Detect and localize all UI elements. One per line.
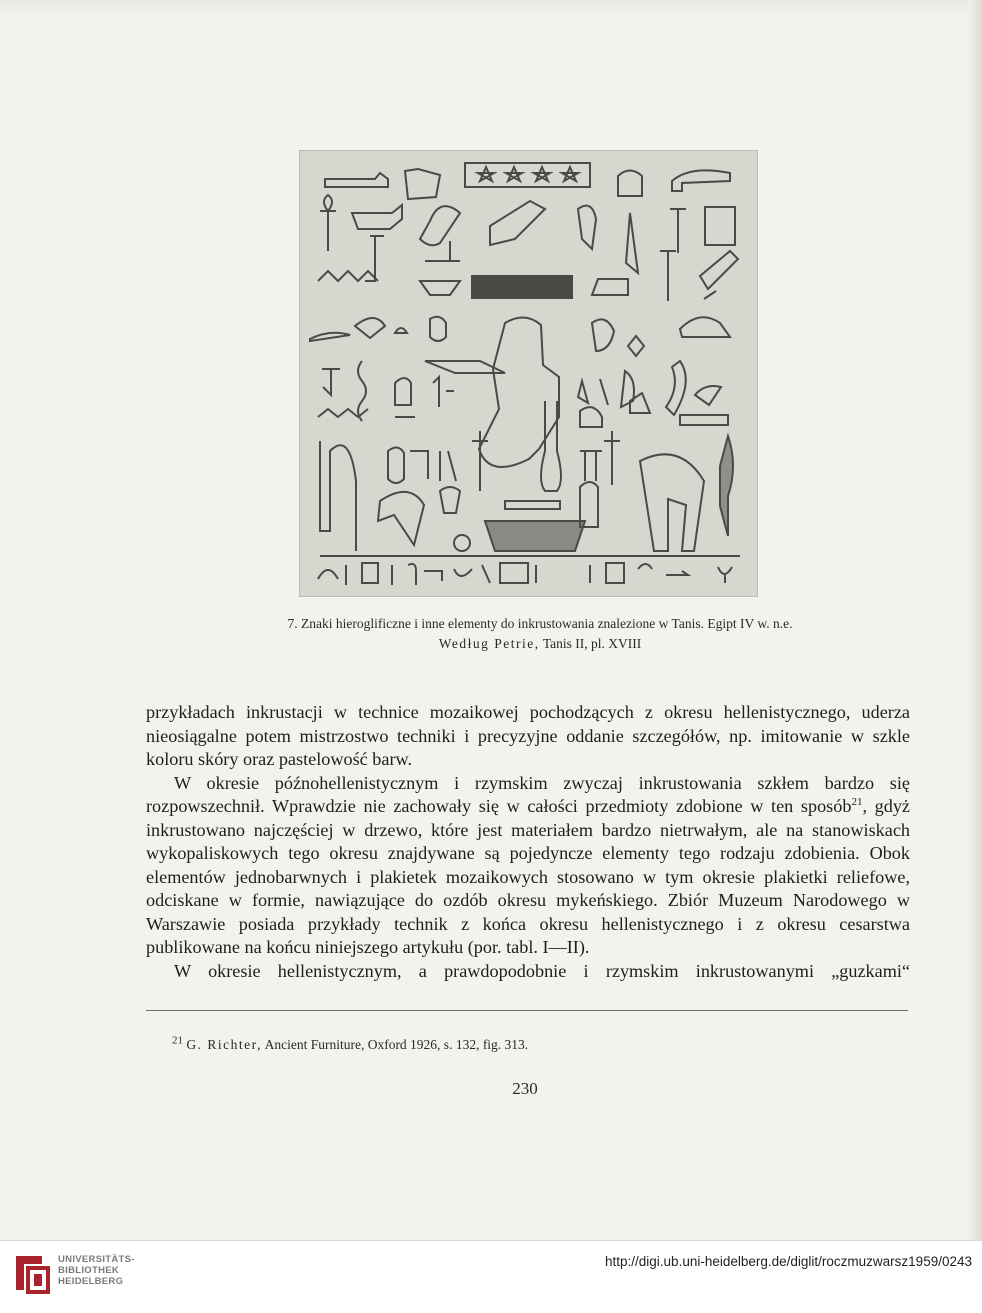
body-text (146, 701, 910, 983)
paragraph-2-text-b: , gdyż inkrustowano najczęściej w drzewo, które jest materiałem bardzo nietrwałym, ale na stanowiskach wykopaliskowych tego okresu znajdywane są pojedyncze elementy tego rodzaju zdobienia. Obok elementów jednobarwnych i plakietek mozaikowych stosowano w tym okresie plakietki reliefowe, odciskane w formie, nawiązujące do ozdób okresu mykeńskiego. Zbiór Muzeum Narodowego w Warszawie posiada przykłady technik z końca okresu hellenistycznego i z okresu cesarstwa publikowane na końcu niniejszego artykułu (por. tabl. I—II). (146, 796, 910, 957)
caption-line-1: 7. Znaki hieroglificzne i inne elementy do inkrustowania znalezione w Tanis. Egipt IV w. n.e. (287, 616, 793, 631)
logo-line-3: HEIDELBERG (58, 1276, 124, 1287)
hieroglyph-plate-drawing (300, 151, 757, 596)
paragraph-1-text: przykładach inkrustacji w technice mozaikowej pochodzących z okresu hellenistycznego, uderza nieosiągalne potem mistrzostwo techniki i precyzyjne oddanie szczegółów, np. imitowanie w szkle koloru skóry oraz pastelowość barw. (146, 702, 910, 769)
page-edge (0, 0, 982, 18)
paragraph-1 (146, 701, 910, 772)
source-url-link[interactable]: http://digi.ub.uni-heidelberg.de/diglit/roczmuzwarsz1959/0243 (605, 1254, 972, 1269)
caption-line-2 (140, 634, 940, 654)
paragraph-3-text: W okresie hellenistycznym, a prawdopodobnie i rzymskim inkrustowanymi „guzkami“ (174, 960, 910, 981)
library-logo-text[interactable] (58, 1254, 135, 1287)
paragraph-3 (146, 960, 910, 984)
page-edge-shadow (968, 0, 982, 1240)
page-number: 230 (512, 1079, 538, 1098)
footnote (172, 1034, 872, 1053)
footnote-author: G. Richter, (186, 1037, 262, 1052)
library-logo-icon[interactable] (12, 1252, 52, 1296)
logo-line-2: BIBLIOTHEK (58, 1265, 120, 1276)
footer-bar (0, 1240, 982, 1313)
paragraph-2 (146, 772, 910, 960)
logo-line-1: UNIVERSITÄTS- (58, 1254, 135, 1265)
hieroglyph-plate-figure (299, 150, 758, 597)
footnote-ref-21: 21 (851, 795, 863, 808)
footnote-number: 21 (172, 1034, 183, 1047)
caption-source-author: Według Petrie, (438, 636, 540, 651)
footnote-text: Ancient Furniture, Oxford 1926, s. 132, fig. 313. (264, 1037, 529, 1052)
caption-source-rest: Tanis II, pl. XVIII (542, 636, 642, 651)
figure-caption (140, 614, 940, 654)
footnote-divider (146, 1010, 908, 1011)
paragraph-2-text-a: W okresie późnohellenistycznym i rzymskim zwyczaj inkrustowania szkłem bardzo się rozpowszechnił. Wprawdzie nie zachowały się w całości przedmioty zdobione w ten sposób (146, 772, 910, 816)
